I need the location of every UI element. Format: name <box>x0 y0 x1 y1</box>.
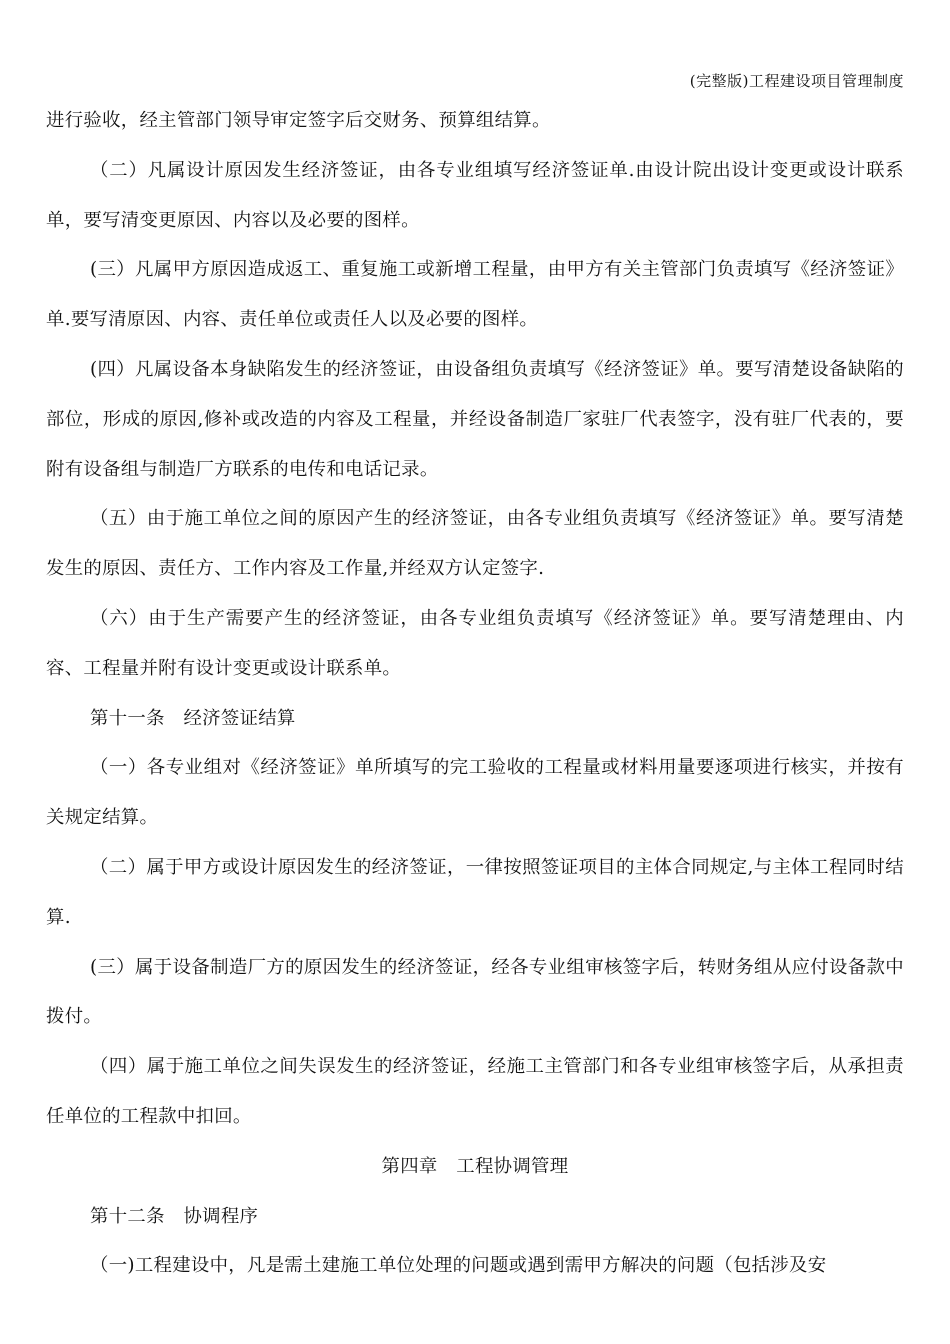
document-body <box>46 96 904 1291</box>
paragraph-design-cause-visa: （二）凡属设计原因发生经济签证，由各专业组填写经济签证单.由设计院出设计变更或设计联系单，要写清变更原因、内容以及必要的图样。 <box>46 159 904 231</box>
paragraph-owner-cause-visa: (三）凡属甲方原因造成返工、重复施工或新增工程量，由甲方有关主管部门负责填写《经济签证》单.要写清原因、内容、责任单位或责任人以及必要的图样。 <box>46 259 904 331</box>
paragraph-contractor-error-deduction: （四）属于施工单位之间失误发生的经济签证，经施工主管部门和各专业组审核签字后，从承担责任单位的工程款中扣回。 <box>46 1056 904 1127</box>
paragraph-manufacturer-cause-payment: (三）属于设备制造厂方的原因发生的经济签证，经各专业组审核签字后，转财务组从应付设备款中拨付。 <box>46 956 904 1028</box>
paragraph-verify-quantities: （一）各专业组对《经济签证》单所填写的完工验收的工程量或材料用量要逐项进行核实，并按有关规定结算。 <box>46 757 904 829</box>
paragraph-main-contract-settlement: （二）属于甲方或设计原因发生的经济签证，一律按照签证项目的主体合同规定,与主体工程同时结算. <box>46 856 904 928</box>
running-header: (完整版)工程建设项目管理制度 <box>689 72 904 90</box>
article-11-heading: 第十一条 经济签证结算 <box>90 707 296 729</box>
article-12-heading: 第十二条 协调程序 <box>90 1205 259 1227</box>
paragraph-production-need-visa: （六）由于生产需要产生的经济签证，由各专业组负责填写《经济签证》单。要写清楚理由、内容、工程量并附有设计变更或设计联系单。 <box>46 607 904 679</box>
paragraph-equipment-defect-visa: (四）凡属设备本身缺陷发生的经济签证，由设备组负责填写《经济签证》单。要写清楚设备缺陷的部位，形成的原因,修补或改造的内容及工程量，并经设备制造厂家驻厂代表签字，没有驻厂代表的，要附有设备组与制造厂方联系的电传和电话记录。 <box>46 358 904 480</box>
chapter-4-title: 第四章 工程协调管理 <box>381 1155 569 1177</box>
paragraph-coordination-issues: （一)工程建设中，凡是需土建施工单位处理的问题或遇到需甲方解决的问题（包括涉及安 <box>90 1255 827 1277</box>
paragraph-acceptance-settlement: 进行验收，经主管部门领导审定签字后交财务、预算组结算。 <box>46 110 551 131</box>
paragraph-contractor-cause-visa: （五）由于施工单位之间的原因产生的经济签证，由各专业组负责填写《经济签证》单。要写清楚发生的原因、责任方、工作内容及工作量,并经双方认定签字. <box>46 508 904 580</box>
